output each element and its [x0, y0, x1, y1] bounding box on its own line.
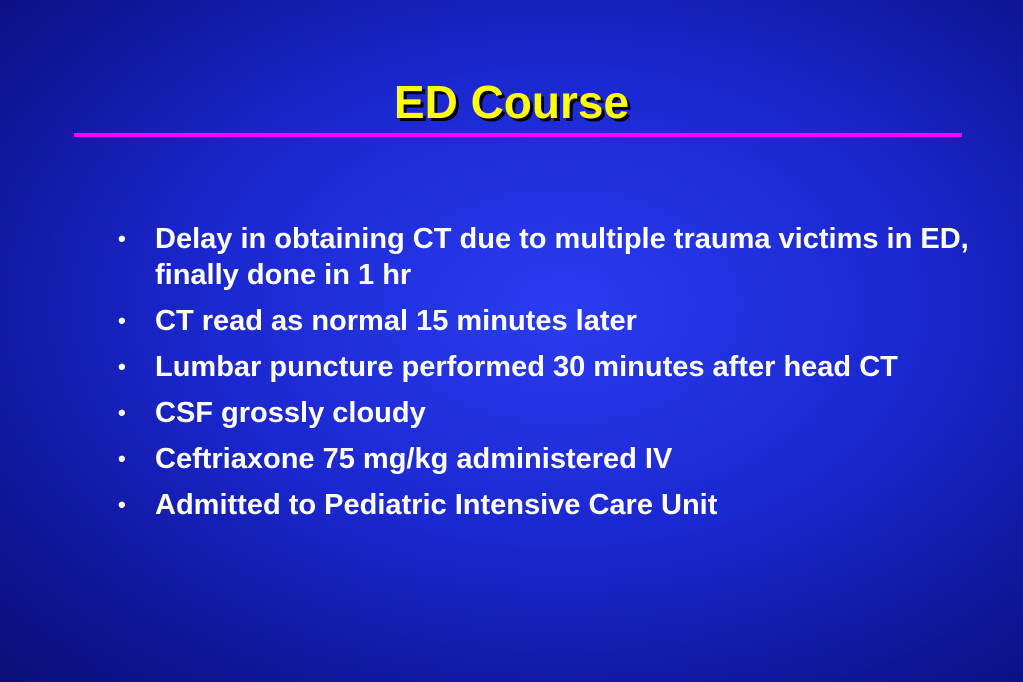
bullet-list [118, 221, 978, 533]
bullet-text: Admitted to Pediatric Intensive Care Unit [155, 489, 718, 521]
bullet-dot-icon: • [118, 308, 126, 333]
bullet-text: Lumbar puncture performed 30 minutes after head CT [155, 351, 898, 383]
slide-title: ED Course [393, 76, 630, 128]
bullet-dot-icon: • [118, 226, 126, 251]
bullet-text: CSF grossly cloudy [155, 397, 426, 429]
bullet-text: CT read as normal 15 minutes later [155, 305, 637, 337]
bullet-dot-icon: • [118, 354, 126, 379]
bullet-item-1 [118, 221, 978, 293]
bullet-text: Ceftriaxone 75 mg/kg administered IV [155, 443, 673, 475]
bullet-item-6 [118, 487, 978, 523]
bullet-item-3 [118, 349, 978, 385]
bullet-dot-icon: • [118, 492, 126, 517]
bullet-text: Delay in obtaining CT due to multiple trauma victims in ED, finally done in 1 hr [155, 223, 969, 291]
bullet-item-5 [118, 441, 978, 477]
title-underline [74, 133, 962, 137]
bullet-dot-icon: • [118, 446, 126, 471]
bullet-dot-icon: • [118, 400, 126, 425]
bullet-item-4 [118, 395, 978, 431]
bullet-item-2 [118, 303, 978, 339]
